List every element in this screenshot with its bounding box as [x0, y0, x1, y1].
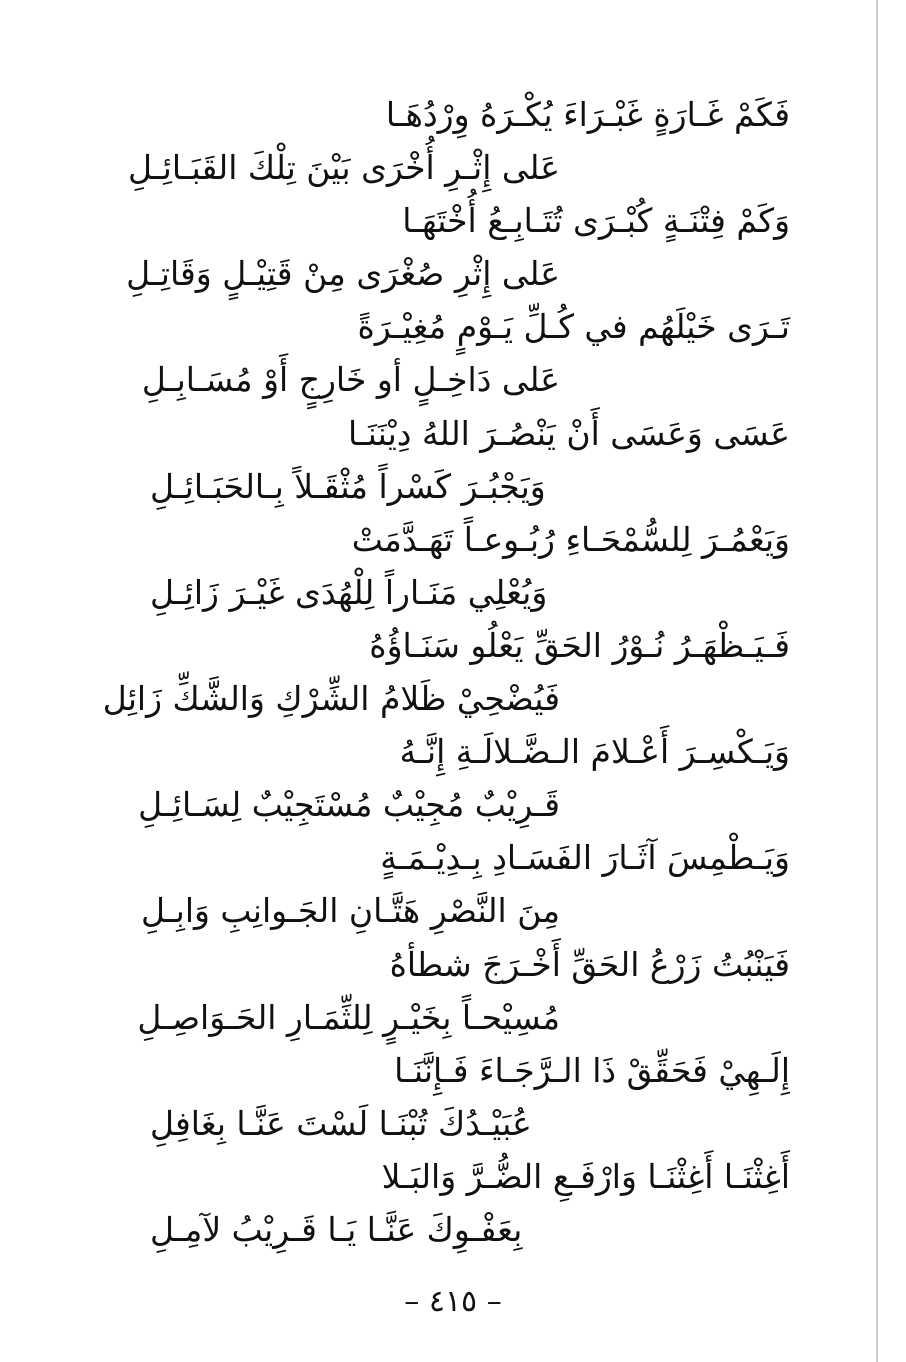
- verse-line: أَغِثْنَـا أَغِثْنَـا وَارْفَـعِ الضُّـرَّ وَالبَـلا: [381, 1156, 790, 1196]
- verse-line: عَسَى وَعَسَى أَنْ يَنْصُـرَ اللهُ دِيْنَنَـا: [347, 413, 790, 453]
- verse-line: تَـرَى خَيْلَهُم في كُـلِّ يَـوْمٍ مُغِيْـرَةً: [357, 307, 790, 347]
- verse-line: عَلى دَاخِـلٍ أو خَارِجٍ أَوْ مُسَـابِـلِ: [141, 360, 560, 400]
- verse-line: مُسِيْحـاً بِخَيْـرٍ لِلثِّمَـارِ الحَـوَاصِـلِ: [137, 997, 560, 1037]
- page-edge-shadow: [876, 0, 878, 1362]
- verse-line: وَيَعْمُـرَ لِلسُّمْحَـاءِ رُبُـوعـاً تَهَـدَّمَتْ: [351, 519, 790, 559]
- verse-line: فَيَنْبُتُ زَرْعُ الحَقِّ أَخْـرَجَ شطأهُ: [389, 944, 790, 984]
- verse-line: وَيُعْلِي مَنَـاراً لِلْهُدَى غَيْـرَ زَائِـلِ: [150, 572, 548, 612]
- poem-verses: [102, 88, 790, 1256]
- verse-line: عَلى إِثْـرِ أُخْرَى بَيْنَ تِلْكَ القَبَـائِـلِ: [127, 148, 560, 188]
- verse-line: فَكَمْ غَـارَةٍ غَبْـرَاءَ يُكْـرَهُ وِرْدُهَـا: [385, 95, 790, 134]
- verse-line: عَلى إِثْرِ صُغْرَى مِنْ قَتِيْـلٍ وَقَاتِـلِ: [126, 254, 560, 294]
- verse-line: وَكَمْ فِتْنَـةٍ كُبْـرَى تُتَـابِـعُ أُخْتَهَـا: [402, 201, 790, 241]
- page-number: – ٤١٥ –: [404, 1284, 502, 1319]
- verse-line: فَـيَـظْهَـرُ نُـوْرُ الحَقِّ يَعْلُو سَنَـاؤُهُ: [369, 625, 790, 665]
- verse-line: عُبَيْـدُكَ تُبْنَـا لَسْتَ عَنَّـا بِغَافِلِ: [150, 1103, 532, 1143]
- verse-line: بِعَفْـوِكَ عَنَّـا يَـا قَـرِيْبُ لآمِـلِ: [150, 1209, 523, 1249]
- verse-line: وَيَـطْمِسَ آثَـارَ الفَسَـادِ بِـدِيْـمَـةٍ: [380, 838, 790, 878]
- verse-line: إِلَـهِيْ فَحَقِّقْ ذَا الـرَّجَـاءَ فَـإِنَّنَـا: [394, 1050, 790, 1090]
- verse-line: قَـرِيْبٌ مُجِيْبٌ مُسْتَجِيْبٌ لِسَـائِـلِ: [138, 785, 560, 825]
- verse-line: وَيَجْبُـرَ كَسْراً مُثْقَـلاً بِـالحَبَـائِـلِ: [150, 466, 546, 506]
- verse-line: فَيُضْحِيْ ظَلامُ الشِّرْكِ وَالشَّكِّ زَائِل: [102, 679, 560, 719]
- verse-line: وَيَـكْسِـرَ أَعْـلامَ الـضَّـلالَـةِ إِنَّـهُ: [399, 732, 790, 772]
- verse-line: مِنَ النَّصْرِ هَتَّـانِ الجَـوانِبِ وَابِـلِ: [140, 891, 560, 931]
